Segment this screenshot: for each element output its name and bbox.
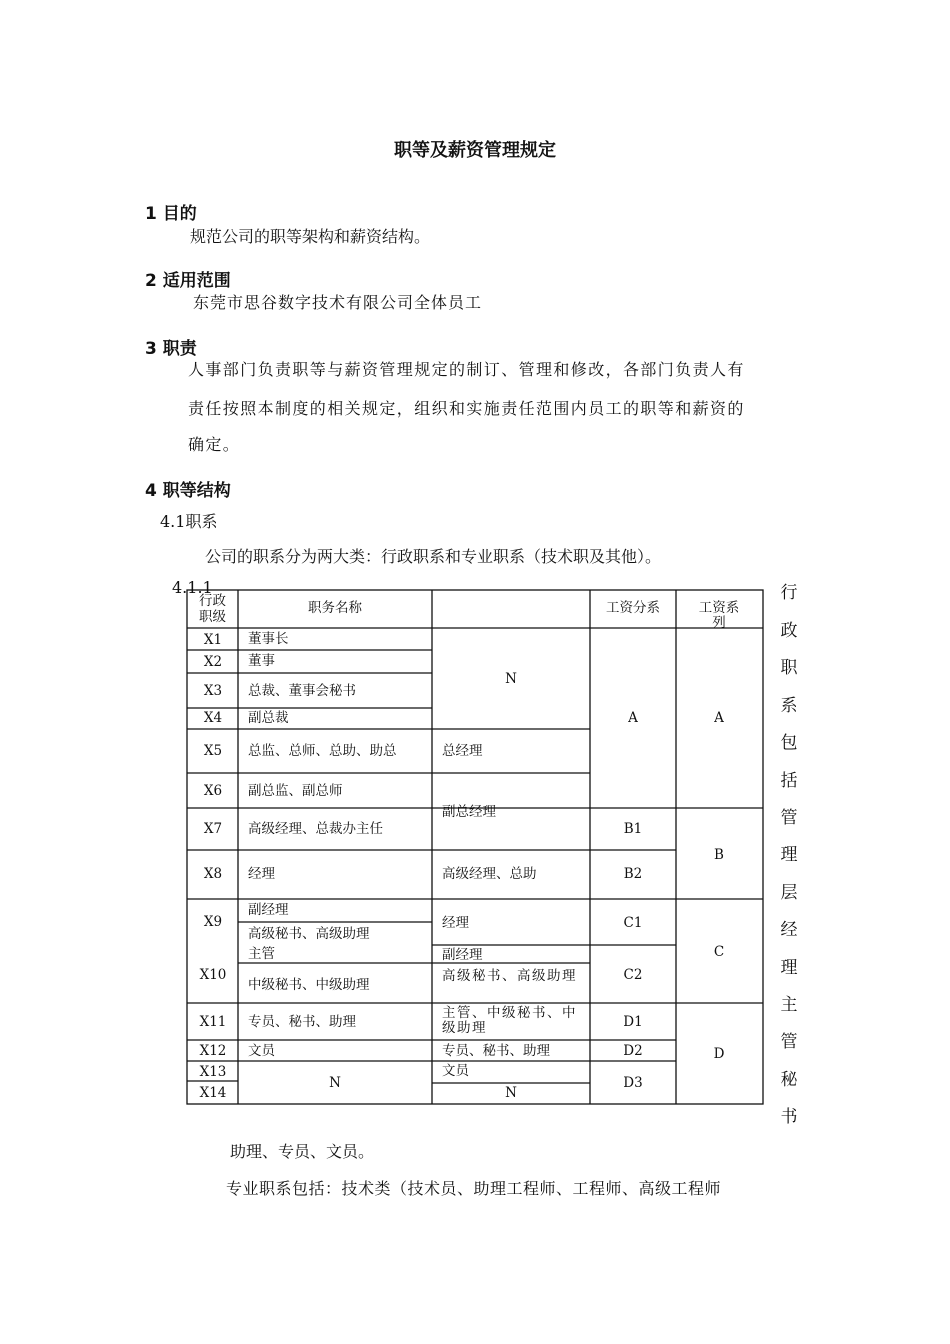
- position-cell: 总监、总师、总助、助总: [248, 743, 397, 759]
- col3-cell: 经理: [442, 915, 469, 931]
- position-cell: 副经理: [248, 902, 289, 918]
- grade-cell: X1: [203, 632, 223, 648]
- header-salary-series: 工资系列: [698, 600, 740, 631]
- side-char: 管: [780, 808, 798, 828]
- section-1-heading: 1 目的: [145, 204, 197, 224]
- col3-cell-n: N: [505, 1085, 517, 1101]
- after-table-line-2: 专业职系包括：技术类（技术员、助理工程师、工程师、高级工程师: [226, 1179, 722, 1198]
- class-cell: A: [628, 710, 638, 726]
- class-cell: D1: [623, 1014, 643, 1030]
- position-cell: 高级秘书、高级助理: [248, 926, 370, 942]
- series-cell: C: [713, 944, 725, 960]
- position-cell: 董事: [248, 653, 275, 669]
- col3-cell: 副总经理: [442, 804, 496, 820]
- grade-cell: X7: [203, 821, 223, 837]
- section-4-heading: 4 职等结构: [145, 481, 231, 501]
- grade-table: [186, 589, 764, 1105]
- side-char: 理: [780, 845, 798, 865]
- position-cell-n: N: [329, 1075, 341, 1091]
- position-cell: 副总裁: [248, 710, 289, 726]
- side-char: 层: [780, 883, 798, 903]
- after-table-line-1: 助理、专员、文员。: [230, 1142, 375, 1161]
- position-cell: 经理: [248, 866, 275, 882]
- side-char: 行: [780, 583, 798, 603]
- side-char: 职: [780, 658, 798, 678]
- position-cell: 文员: [248, 1043, 275, 1059]
- class-cell: D2: [623, 1043, 643, 1059]
- grade-cell: X2: [203, 654, 223, 670]
- col3-cell: 高级经理、总助: [442, 866, 537, 882]
- section-4-1-heading: 4.1职系: [160, 512, 218, 531]
- section-3-line-2: 责任按照本制度的相关规定，组织和实施责任范围内员工的职等和薪资的: [188, 399, 745, 418]
- series-cell: D: [713, 1046, 725, 1062]
- class-cell: B2: [623, 866, 643, 882]
- class-cell: C1: [623, 915, 643, 931]
- grade-cell: X14: [199, 1085, 227, 1101]
- col3-cell: 副经理: [442, 947, 483, 963]
- grade-cell: X13: [199, 1064, 227, 1080]
- series-cell: B: [714, 847, 724, 863]
- grade-cell: X12: [199, 1043, 227, 1059]
- position-cell: 专员、秘书、助理: [248, 1014, 356, 1030]
- grade-cell: X5: [203, 743, 223, 759]
- header-salary-class: 工资分系: [606, 600, 660, 616]
- class-cell: C2: [623, 967, 643, 983]
- grade-cell: X10: [199, 967, 227, 983]
- grade-cell: X8: [203, 866, 223, 882]
- section-2-heading: 2 适用范围: [145, 271, 231, 291]
- position-cell: 副总监、副总师: [248, 783, 343, 799]
- section-2-body: 东莞市思谷数字技术有限公司全体员工: [193, 293, 483, 312]
- col3-cell: 总经理: [442, 743, 483, 759]
- section-3-line-1: 人事部门负责职等与薪资管理规定的制订、管理和修改，各部门负责人有: [188, 360, 745, 379]
- side-char: 经: [780, 920, 798, 940]
- side-char: 主: [780, 995, 798, 1015]
- grade-cell: X9: [203, 914, 223, 930]
- side-char: 秘: [780, 1070, 798, 1090]
- side-char: 包: [780, 733, 798, 753]
- page-title: 职等及薪资管理规定: [394, 140, 556, 161]
- col3-cell: 主管、中级秘书、中级助理: [442, 1005, 577, 1036]
- grade-cell: X6: [203, 783, 223, 799]
- position-cell: 高级经理、总裁办主任: [248, 821, 383, 837]
- grade-cell: X11: [199, 1014, 227, 1030]
- class-cell: B1: [623, 821, 643, 837]
- col3-cell-n: N: [505, 671, 517, 687]
- class-cell: D3: [623, 1075, 643, 1091]
- position-cell: 主管: [248, 946, 275, 962]
- header-grade: 行政 职级: [199, 593, 226, 625]
- header-position: 职务名称: [308, 600, 362, 616]
- col3-cell: 专员、秘书、助理: [442, 1043, 550, 1059]
- section-3-heading: 3 职责: [145, 339, 197, 359]
- position-cell: 董事长: [248, 631, 289, 647]
- position-cell: 总裁、董事会秘书: [248, 683, 356, 699]
- grade-cell: X4: [203, 710, 223, 726]
- grade-cell: X3: [203, 683, 223, 699]
- side-char: 管: [780, 1032, 798, 1052]
- col3-cell: 文员: [442, 1063, 469, 1079]
- side-char: 括: [780, 771, 798, 791]
- side-char: 理: [780, 958, 798, 978]
- side-char: 书: [780, 1107, 798, 1127]
- series-cell: A: [714, 710, 724, 726]
- side-char: 政: [780, 621, 798, 641]
- col3-cell: 高级秘书、高级助理: [442, 968, 577, 984]
- section-1-body: 规范公司的职等架构和薪资结构。: [190, 227, 431, 246]
- section-4-1-1-heading: 4.1.1: [172, 578, 213, 597]
- position-cell: 中级秘书、中级助理: [248, 977, 370, 993]
- section-3-line-3: 确定。: [188, 435, 241, 454]
- side-char: 系: [780, 696, 798, 716]
- section-4-intro: 公司的职系分为两大类：行政职系和专业职系（技术职及其他）。: [205, 547, 662, 566]
